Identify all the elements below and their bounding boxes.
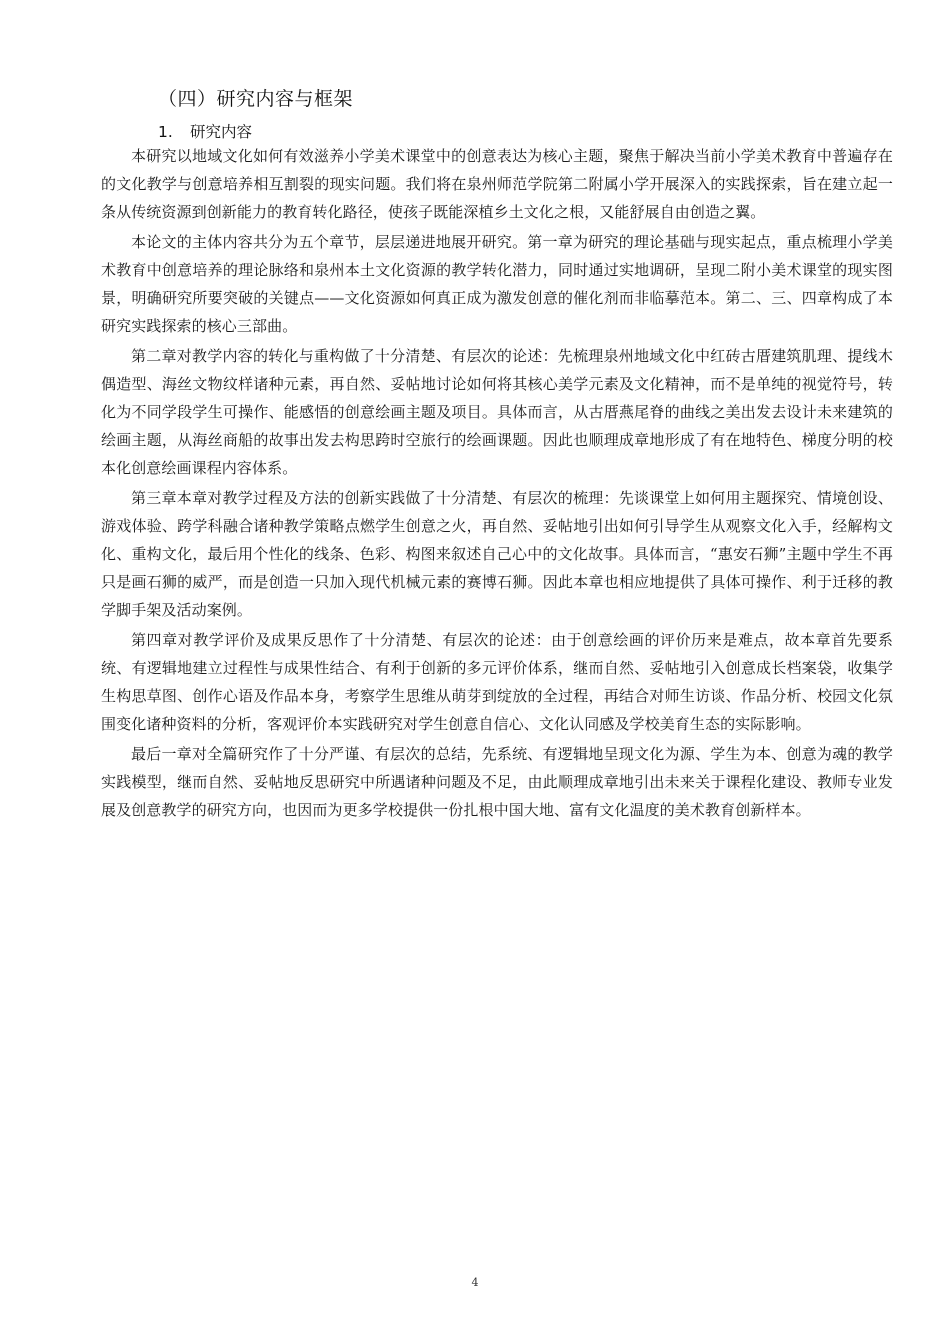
- sub-heading-number: 1.: [158, 123, 173, 141]
- sub-heading-title: 研究内容: [190, 123, 253, 141]
- paragraph: 第三章本章对教学过程及方法的创新实践做了十分清楚、有层次的梳理：先谈课堂上如何用主题探究、情境创设、游戏体验、跨学科融合诸种教学策略点燃学生创意之火，再自然、妥帖地引出如何引导学生从观察文化入手，经解构文化、重构文化，最后用个性化的线条、色彩、构图来叙述自己心中的文化故事。具体而言，“惠安石狮”主题中学生不再只是画石狮的威严，而是创造一只加入现代机械元素的赛博石狮。因此本章也相应地提供了具体可操作、利于迁移的教学脚手架及活动案例。: [101, 489, 893, 619]
- paragraph: 第二章对教学内容的转化与重构做了十分清楚、有层次的论述：先梳理泉州地域文化中红砖古厝建筑肌理、提线木偶造型、海丝文物纹样诸种元素，再自然、妥帖地讨论如何将其核心美学元素及文化精神，而不是单纯的视觉符号，转化为不同学段学生可操作、能感悟的创意绘画主题及项目。具体而言，从古厝燕尾脊的曲线之美出发去设计未来建筑的绘画主题，从海丝商船的故事出发去构思跨时空旅行的绘画课题。因此也顺理成章地形成了有在地特色、梯度分明的校本化创意绘画课程内容体系。: [101, 347, 893, 477]
- body-text: [101, 142, 893, 826]
- paragraph: 第四章对教学评价及成果反思作了十分清楚、有层次的论述：由于创意绘画的评价历来是难点，故本章首先要系统、有逻辑地建立过程性与成果性结合、有利于创新的多元评价体系，继而自然、妥帖地引入创意成长档案袋，收集学生构思草图、创作心语及作品本身，考察学生思维从萌芽到绽放的全过程，再结合对师生访谈、作品分析、校园文化氛围变化诸种资料的分析，客观评价本实践研究对学生创意自信心、文化认同感及学校美育生态的实际影响。: [101, 631, 893, 733]
- page-number: 4: [471, 1276, 479, 1289]
- paragraph: 本研究以地域文化如何有效滋养小学美术课堂中的创意表达为核心主题，聚焦于解决当前小学美术教育中普遍存在的文化教学与创意培养相互割裂的现实问题。我们将在泉州师范学院第二附属小学开展深入的实践探索，旨在建立起一条从传统资源到创新能力的教育转化路径，使孩子既能深植乡土文化之根，又能舒展自由创造之翼。: [101, 147, 893, 221]
- section-heading: （四）研究内容与框架: [158, 88, 354, 110]
- paragraph: 本论文的主体内容共分为五个章节，层层递进地展开研究。第一章为研究的理论基础与现实起点，重点梳理小学美术教育中创意培养的理论脉络和泉州本土文化资源的教学转化潜力，同时通过实地调研，呈现二附小美术课堂的现实图景，明确研究所要突破的关键点——文化资源如何真正成为激发创意的催化剂而非临摹范本。第二、三、四章构成了本研究实践探索的核心三部曲。: [101, 233, 893, 335]
- paragraph: 最后一章对全篇研究作了十分严谨、有层次的总结，先系统、有逻辑地呈现文化为源、学生为本、创意为魂的教学实践模型，继而自然、妥帖地反思研究中所遇诸种问题及不足，由此顺理成章地引出未来关于课程化建设、教师专业发展及创意教学的研究方向，也因而为更多学校提供一份扎根中国大地、富有文化温度的美术教育创新样本。: [101, 745, 893, 819]
- sub-heading: [158, 120, 252, 144]
